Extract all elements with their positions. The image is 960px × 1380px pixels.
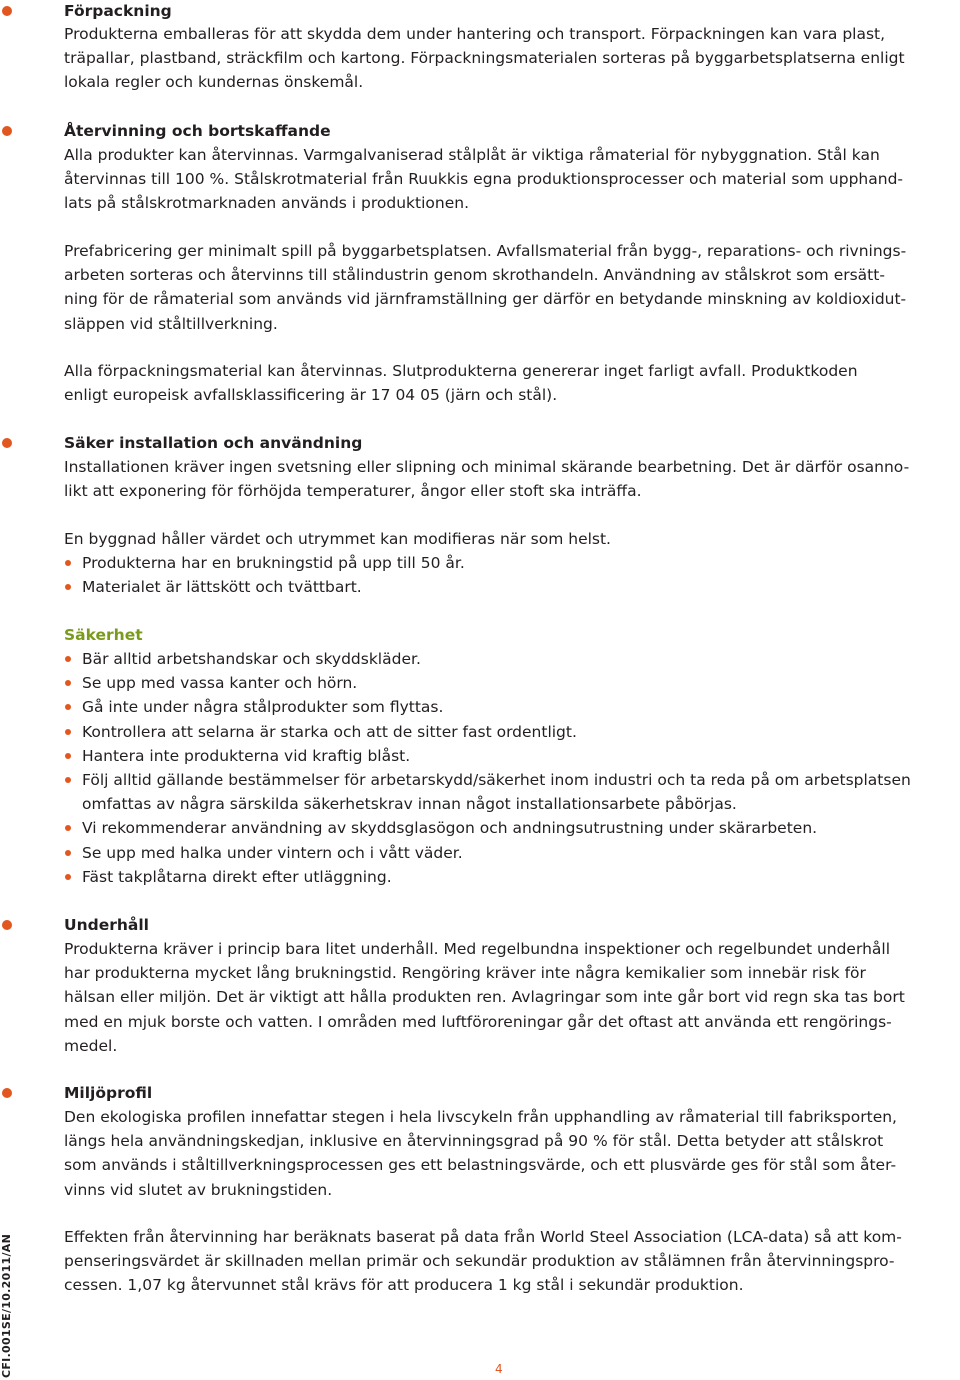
text-line: lokala regler och kundernas önskemål. (64, 73, 364, 92)
list-item (64, 720, 960, 744)
list-item-text: Följ alltid gällande bestämmelser för arbetarskydd/säkerhet inom industri och ta reda på om arbetsplatsen (82, 770, 911, 789)
text-line: har produkterna mycket lång brukningstid. Rengöring kräver inte några kemikalier som innebär risk för (64, 964, 866, 983)
section-bullet-icon (2, 6, 12, 16)
list-item-text: Se upp med halka under vintern och i vått väder. (82, 843, 463, 862)
bullet-dot-icon (65, 753, 71, 759)
heading-environment: Miljöprofil (64, 1084, 153, 1102)
list-item (64, 841, 960, 865)
text-line: träpallar, plastband, sträckfilm och kartong. Förpackningsmaterialen sorteras på byggarbetsplatserna enligt (64, 49, 905, 68)
bullet-dot-icon (65, 584, 71, 590)
paragraph-environment-2 (64, 1225, 954, 1298)
page-number: 4 (495, 1362, 503, 1376)
bullet-dot-icon (65, 874, 71, 880)
paragraph-packaging (64, 22, 954, 95)
text-line: Produkterna kräver i princip bara litet underhåll. Med regelbundna inspektioner och regelbundet underhåll (64, 940, 891, 958)
heading-safety: Säkerhet (64, 626, 143, 644)
text-line: Installationen kräver ingen svetsning eller slipning och minimal skärande bearbetning. Det är därför osanno- (64, 458, 910, 476)
list-item (64, 695, 960, 719)
bullet-dot-icon (65, 680, 71, 686)
text-line: lats på stålskrotmarknaden används i produktionen. (64, 194, 470, 213)
bullet-dot-icon (65, 560, 71, 566)
text-line: längs hela användningskedjan, inklusive en återvinningsgrad på 90 % för stål. Detta betyder att stålskrot (64, 1132, 884, 1151)
list-item (64, 744, 960, 768)
list-item-text: Gå inte under några stålprodukter som flyttas. (82, 698, 444, 717)
text-line: hälsan eller miljön. Det är viktigt att hålla produkten ren. Avlagringar som inte går bort vid regn ska tas bort (64, 988, 905, 1007)
heading-installation: Säker installation och användning (64, 434, 363, 452)
list-item-text: omfattas av några särskilda säkerhetskrav innan något installationsarbete påbörjas. (82, 795, 737, 814)
list-item (64, 671, 960, 695)
list-item-text: Vi rekommenderar användning av skyddsglasögon och andningsutrustning under skärarbeten. (82, 819, 818, 838)
list-item-text: Produkterna har en brukningstid på upp till 50 år. (82, 554, 465, 572)
list-item-text: Se upp med vassa kanter och hörn. (82, 674, 358, 693)
text-line: arbeten sorteras och återvinns till stålindustrin genom skrothandeln. Användning av stålskrot som ersätt- (64, 266, 885, 285)
list-item (64, 551, 960, 575)
paragraph-maintenance (64, 937, 954, 1058)
bullet-dot-icon (65, 656, 71, 662)
bullet-dot-icon (65, 704, 71, 710)
text-line: Alla förpackningsmaterial kan återvinnas. Slutprodukterna genererar inget farligt avfall. Produktkoden (64, 362, 858, 380)
heading-packaging: Förpackning (64, 2, 172, 20)
paragraph-installation-1 (64, 455, 954, 503)
text-line: vinns vid slutet av brukningstiden. (64, 1180, 333, 1199)
list-item-text: Kontrollera att selarna är starka och att de sitter fast ordentligt. (82, 722, 577, 741)
bullet-dot-icon (65, 777, 71, 783)
paragraph-recycling-1 (64, 143, 954, 216)
bullet-dot-icon (65, 729, 71, 735)
document-code: CFI.001SE/10.2011/AN (0, 1233, 13, 1378)
list-item (64, 647, 960, 671)
list-item (64, 768, 960, 816)
text-line: Alla produkter kan återvinnas. Varmgalvaniserad stålplåt är viktiga råmaterial för nybyggnation. Stål kan (64, 146, 880, 164)
text-line: ning för de råmaterial som används vid järnframställning ger därför en betydande minskning av koldioxidut- (64, 290, 907, 309)
list-item-text: Materialet är lättskött och tvättbart. (82, 578, 362, 597)
list-item-text: Fäst takplåtarna direkt efter utläggning. (82, 867, 392, 886)
text-line: cessen. 1,07 kg återvunnet stål krävs för att producera 1 kg stål i sekundär produktion. (64, 1276, 744, 1295)
text-line: Prefabricering ger minimalt spill på byggarbetsplatsen. Avfallsmaterial från bygg-, reparations- och rivnings- (64, 242, 907, 260)
paragraph-installation-2 (64, 527, 954, 551)
text-line: enligt europeisk avfallsklassificering är 17 04 05 (järn och stål). (64, 386, 558, 405)
paragraph-environment-1 (64, 1105, 954, 1202)
paragraph-recycling-2 (64, 239, 954, 336)
list-item (64, 865, 960, 889)
safety-bullet-list (64, 647, 960, 889)
list-item (64, 816, 960, 840)
text-line: penseringsvärdet är skillnaden mellan primär och sekundär produktion av stålämnen från återvinningspro- (64, 1252, 895, 1271)
section-bullet-icon (2, 438, 12, 448)
text-line: med en mjuk borste och vatten. I områden med luftföroreningar går det oftast att använda ett rengörings- (64, 1012, 892, 1031)
section-bullet-icon (2, 126, 12, 136)
text-line: Den ekologiska profilen innefattar stegen i hela livscykeln från upphandling av råmaterial till fabriksporten, (64, 1108, 897, 1126)
text-line: som används i ståltillverkningsprocessen ges ett belastningsvärde, och ett plusvärde ges för stål som åter- (64, 1156, 897, 1175)
bullet-dot-icon (65, 850, 71, 856)
section-bullet-icon (2, 920, 12, 930)
text-line: återvinnas till 100 %. Stålskrotmaterial från Ruukkis egna produktionsprocesser och material som upphand- (64, 170, 903, 189)
text-line: En byggnad håller värdet och utrymmet kan modifieras när som helst. (64, 530, 611, 548)
paragraph-recycling-3 (64, 359, 954, 407)
text-line: Effekten från återvinning har beräknats baserat på data från World Steel Association (LCA-data) så att kom- (64, 1228, 902, 1246)
text-line: likt att exponering för förhöjda temperaturer, ångor eller stoft ska inträffa. (64, 482, 642, 501)
text-line: Produkterna emballeras för att skydda dem under hantering och transport. Förpackningen kan vara plast, (64, 25, 886, 43)
text-line: medel. (64, 1036, 118, 1055)
list-item (64, 575, 960, 599)
text-line: släppen vid ståltillverkning. (64, 314, 278, 333)
bullet-dot-icon (65, 825, 71, 831)
list-item-text: Hantera inte produkterna vid kraftig blåst. (82, 746, 411, 765)
installation-bullet-list (64, 551, 960, 599)
section-bullet-icon (2, 1088, 12, 1098)
heading-recycling: Återvinning och bortskaffande (64, 122, 331, 140)
heading-maintenance: Underhåll (64, 916, 149, 934)
list-item-text: Bär alltid arbetshandskar och skyddskläder. (82, 650, 421, 668)
